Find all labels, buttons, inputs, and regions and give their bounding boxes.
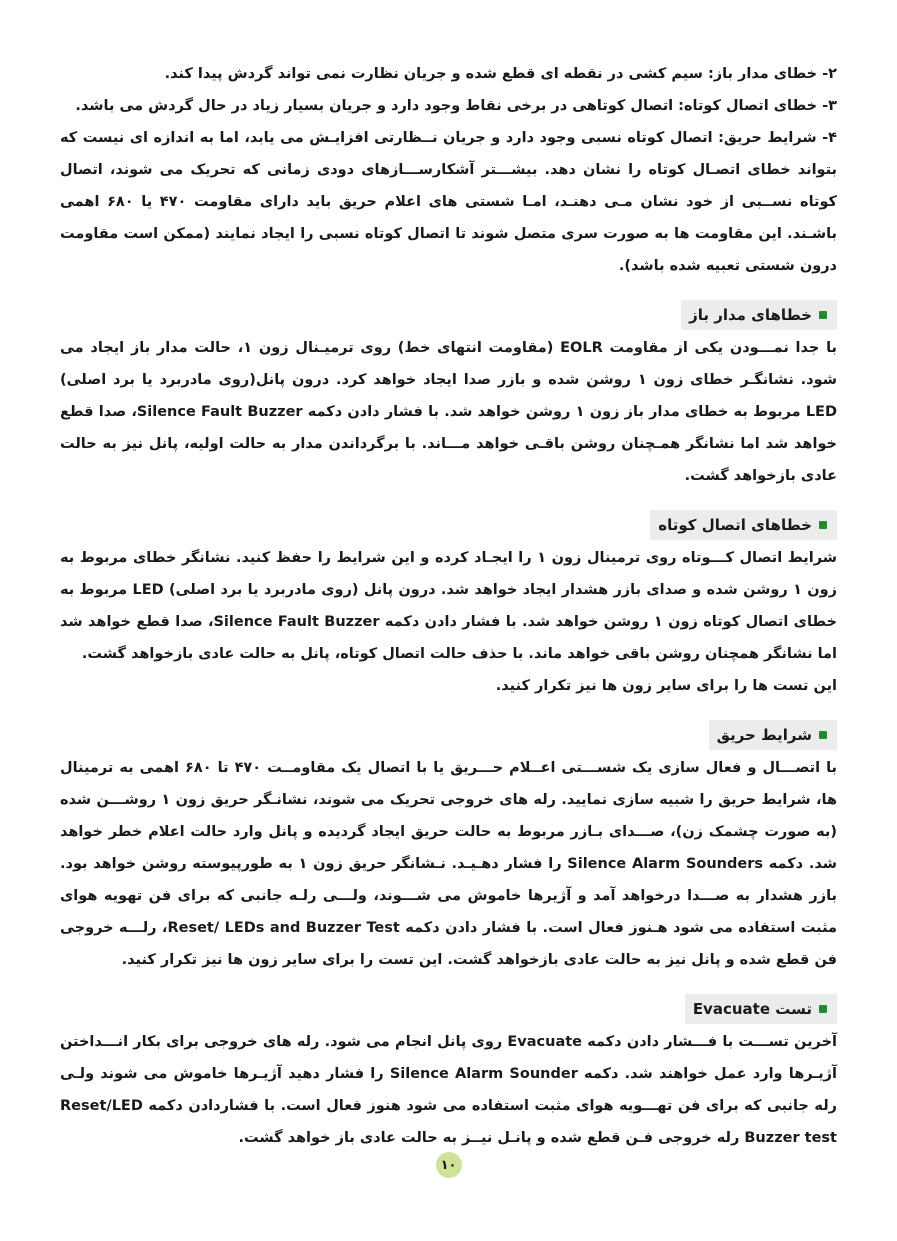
section-paragraph: با اتصـــال و فعال سازی یک شســـتی اعــلام حـــریق یا با اتصال یک مقاومــت ۴۷۰ تا ۶۸۰ اهمی به ترمینال ها، شرایط حریق را شبیه سازی نمایید. رله های خروجی تحریک می شوند، نشانـگر حریق زون ۱ روشـــن شده (به صورت چشمک زن)، صـــدای بـازر مربوط به حالت حریق ایجاد گردیده و پانل وارد حالت اعلام خطر خواهد شد. دکمه Silence Alarm Sounders را فشار دهـیـد. نـشانگر حریق زون ۱ به طورپیوسته روشن خواهد بود. بازر هشدار به صـــدا درخواهد آمد و آژیرها خاموش می شـــوند، ولـــی رلـه جانبی که برای فن تهویه هوای مثبت استفاده می شود هـنوز فعال است. با فشار دادن دکمه Reset/ LEDs and Buzzer Test، رلـــه خروجی فن قطع شده و پانل نیز به حالت عادی بازخواهد گشت. این تست را برای سایر زون ها نیز تکرار کنید. [60,760,837,968]
section-heading-text: شرایط حریق [716,726,812,744]
green-square-bullet-icon [819,311,827,319]
section-paragraph: شرایط اتصال کـــوتاه روی ترمینال زون ۱ را ایجـاد کرده و این شرایط را حفظ کنید. نشانگر خطای مربوط به زون ۱ روشن شده و صدای بازر هشدار ایجاد خواهد شد. درون پانل (روی مادربرد یا برد اصلی) LED مربوط به خطای اتصال کوتاه زون ۱ روشن خواهد شد. با فشار دادن دکمه Silence Fault Buzzer، صدا قطع خواهد شد اما نشانگر همچنان روشن باقی خواهد ماند. با حذف حالت اتصال کوتاه، پانل به حالت عادی بازخواهد گشت. [60,550,837,662]
section-heading-text: خطاهای مدار باز [689,306,812,324]
section-open-circuit [60,300,837,492]
section-heading [650,510,837,540]
intro-item-open-circuit: ۲- خطای مدار باز: سیم کشی در نقطه ای قطع شده و جریان نظارت نمی تواند گردش پیدا کند. [164,66,837,82]
section-heading [681,300,837,330]
intro-item-fire-condition: ۴- شرایط حریق: اتصال کوتاه نسبی وجود دارد و جریان نــظارتی افزایـش می یابد، اما به اندازه ای نیست که بتواند خطای اتصـال کوتاه را نشان دهد. بیشـــتر آشکارســـازهای دودی زمانی که تحریک می شوند، اتصال کوتاه نســبی از خود نشان مـی دهنـد، امـا شستی های اعلام حریق باید دارای مقاومت ۴۷۰ یا ۶۸۰ اهمی باشـند. این مقاومت ها به صورت سری متصل شوند تا اتصال کوتاه نسبی را ایجاد نمایند (ممکن است مقاومت درون شستی تعبیه شده باشد). [60,130,837,274]
section-heading-text: خطاهای اتصال کوتاه [658,516,812,534]
section-fire-condition [60,720,837,976]
section-paragraph: این تست ها را برای سایر زون ها نیز تکرار کنید. [495,678,837,694]
section-heading [685,994,837,1024]
section-heading [709,720,837,750]
section-paragraph: آخرین تســـت با فـــشار دادن دکمه Evacuate روی پانل انجام می شود. رله های خروجی برای بکار انـــداختن آژیـرها وارد عمل خواهند شد. دکمه Silence Alarm Sounder را فشار دهید آژیـرها خاموش می شوند ولـی رله جانبی که برای فن تهـــویه هوای مثبت استفاده می شود هنوز فعال است. با فشاردادن دکمه Reset/LED Buzzer test رله خروجی فـن قطع شده و پانـل نیــز به حالت عادی باز خواهد گشت. [60,1034,837,1146]
intro-block [60,58,837,282]
green-square-bullet-icon [819,521,827,529]
section-short-circuit [60,510,837,702]
section-heading-text: تست Evacuate [692,1000,812,1018]
green-square-bullet-icon [819,731,827,739]
intro-item-short-circuit: ۳- خطای اتصال کوتاه: اتصال کوتاهی در برخی نقاط وجود دارد و جریان بسیار زیاد در حال گردش می باشد. [75,98,837,114]
section-paragraph: با جدا نمـــودن یکی از مقاومت EOLR (مقاومت انتهای خط) روی ترمیـنال زون ۱، حالت مدار باز ایجاد می شود. نشانگـر خطای زون ۱ روشن شده و بازر صدا ایجاد خواهد کرد. درون پانل(روی مادربرد یا برد اصلی) LED مربوط به خطای مدار باز زون ۱ روشن خواهد شد. با فشار دادن دکمه Silence Fault Buzzer، صدا قطع خواهد شد اما نشانگر همـچنان روشن باقـی خواهد مـــاند. با برگرداندن مدار به حالت اولیه، پانل نیز به حالت عادی بازخواهد گشت. [60,340,837,484]
page-number: ۱۰ [436,1152,462,1178]
green-square-bullet-icon [819,1005,827,1013]
section-evacuate-test [60,994,837,1154]
document-page [60,58,837,1154]
